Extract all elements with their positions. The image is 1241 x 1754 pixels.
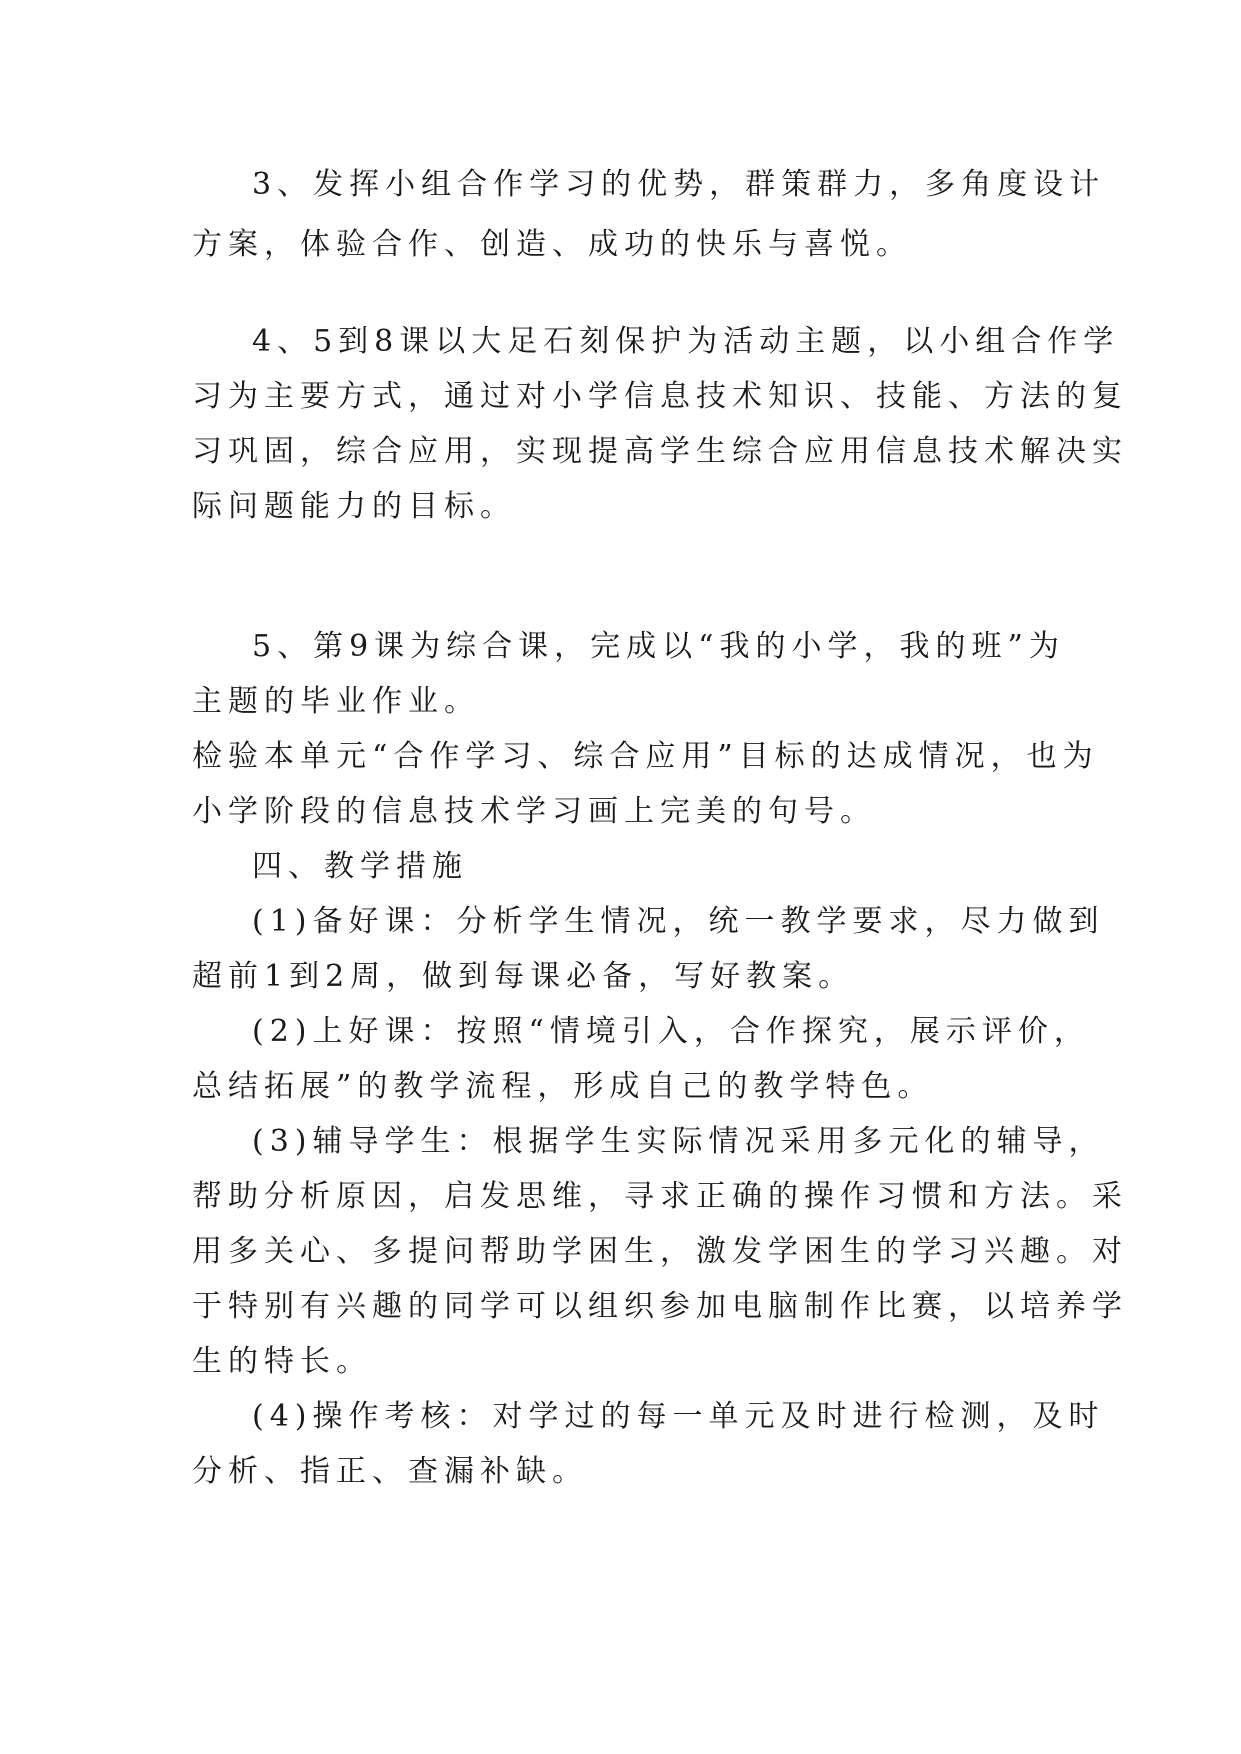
measure-4-line-2: 分析、指正、查漏补缺。 bbox=[192, 1454, 588, 1489]
measure-1-line-2: 超前1到2周，做到每课必备，写好教案。 bbox=[192, 959, 855, 994]
measure-3-line-2: 帮助分析原因，启发思维，寻求正确的操作习惯和方法。采 bbox=[192, 1179, 1128, 1214]
section-heading: 四、教学措施 bbox=[252, 849, 468, 884]
paragraph-4-line-4: 际问题能力的目标。 bbox=[192, 489, 516, 524]
measure-3-line-4: 于特别有兴趣的同学可以组织参加电脑制作比赛，以培养学 bbox=[192, 1289, 1128, 1324]
paragraph-4-line-2: 习为主要方式，通过对小学信息技术知识、技能、方法的复 bbox=[192, 379, 1128, 414]
measure-4-line-1: (4)操作考核：对学过的每一单元及时进行检测，及时 bbox=[252, 1399, 1105, 1434]
paragraph-5-line-2: 主题的毕业作业。 bbox=[192, 684, 480, 719]
measure-3-line-3: 用多关心、多提问帮助学困生，激发学困生的学习兴趣。对 bbox=[192, 1234, 1128, 1269]
measure-3-line-5: 生的特长。 bbox=[192, 1344, 372, 1379]
paragraph-5-line-3: 检验本单元“合作学习、综合应用”目标的达成情况，也为 bbox=[192, 739, 1099, 774]
paragraph-3-line-2: 方案，体验合作、创造、成功的快乐与喜悦。 bbox=[192, 227, 912, 262]
measure-2-line-2: 总结拓展”的教学流程，形成自己的教学特色。 bbox=[192, 1069, 934, 1104]
paragraph-4-line-3: 习巩固，综合应用，实现提高学生综合应用信息技术解决实 bbox=[192, 434, 1128, 469]
paragraph-4-line-1: 4、5到8课以大足石刻保护为活动主题，以小组合作学 bbox=[252, 324, 1120, 359]
measure-2-line-1: (2)上好课：按照“情境引入，合作探究，展示评价， bbox=[252, 1014, 1090, 1049]
measure-1-line-1: (1)备好课：分析学生情况，统一教学要求，尽力做到 bbox=[252, 904, 1105, 939]
paragraph-3-line-1: 3、发挥小组合作学习的优势，群策群力，多角度设计 bbox=[252, 167, 1106, 202]
paragraph-5-line-1: 5、第9课为综合课，完成以“我的小学，我的班”为 bbox=[252, 629, 1065, 664]
measure-3-line-1: (3)辅导学生：根据学生实际情况采用多元化的辅导， bbox=[252, 1124, 1105, 1159]
paragraph-5-line-4: 小学阶段的信息技术学习画上完美的句号。 bbox=[192, 794, 876, 829]
